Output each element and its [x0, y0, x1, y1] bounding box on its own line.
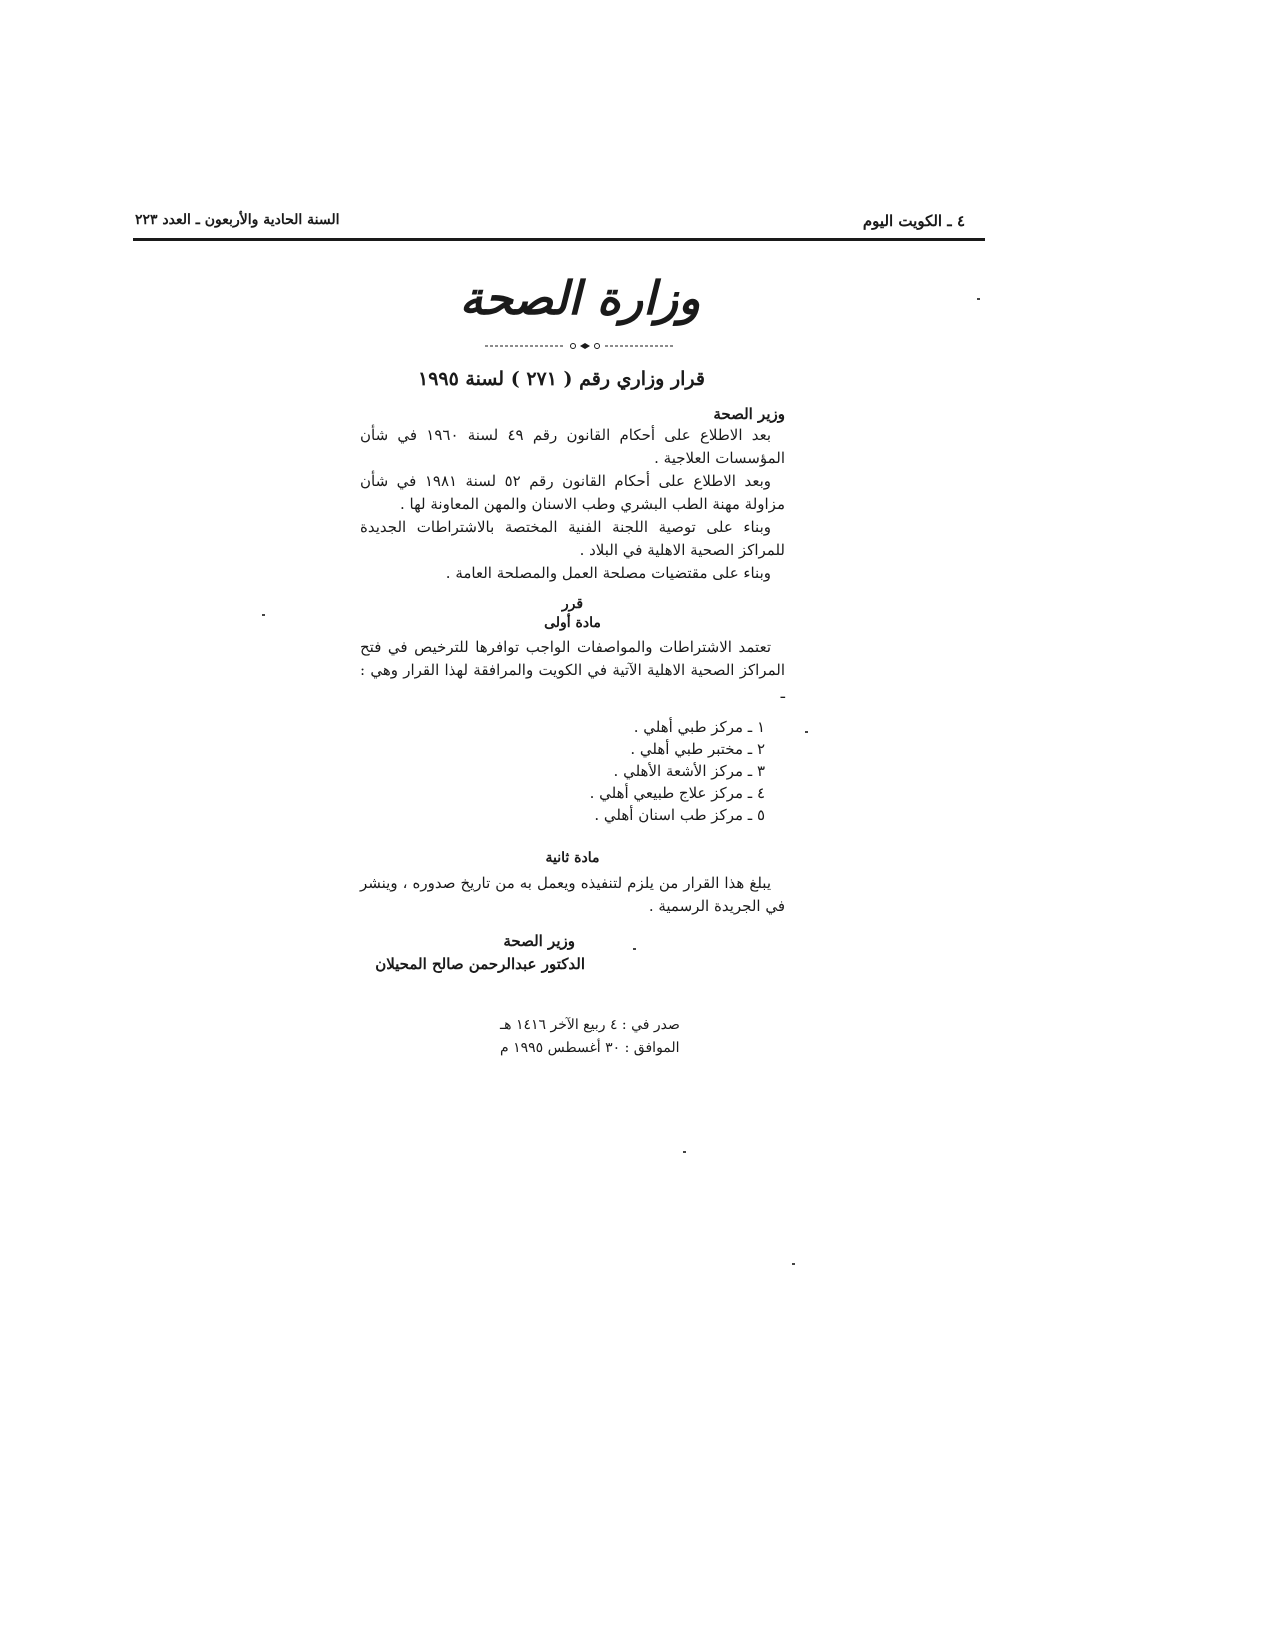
scan-speck	[683, 1151, 686, 1153]
signature-name: الدكتور عبدالرحمن صالح المحيلان	[375, 955, 585, 973]
preamble-line-4: وبناء على مقتضيات مصلحة العمل والمصلحة العامة .	[445, 564, 771, 582]
list-item: ٥ ـ مركز طب اسنان أهلي .	[594, 806, 765, 824]
header-rule	[133, 238, 985, 241]
header-issue-label: السنة الحادية والأربعون ـ العدد ٢٢٣	[135, 212, 340, 228]
article-2-title: مادة ثانية	[545, 850, 600, 866]
header-page-label: ٤ ـ الكويت اليوم	[862, 212, 965, 230]
article-1-text: تعتمد الاشتراطات والمواصفات الواجب توافرها للترخيص في فتح المراكز الصحية الاهلية الآتية في الكويت والمرافقة لهذا القرار وهي : ـ	[360, 638, 785, 702]
list-item: ١ ـ مركز طبي أهلي .	[633, 718, 765, 736]
list-item: ٢ ـ مختبر طبي أهلي .	[630, 740, 765, 758]
preamble-minister: وزير الصحة	[713, 405, 785, 423]
signature-title: وزير الصحة	[503, 932, 575, 950]
list-item: ٣ ـ مركز الأشعة الأهلي .	[613, 762, 765, 780]
article-1-title: مادة أولى	[544, 615, 601, 631]
decision-title: قرار وزاري رقم ( ٢٧١ ) لسنة ١٩٩٥	[417, 368, 705, 390]
list-item: ٤ ـ مركز علاج طبيعي أهلي .	[589, 784, 765, 802]
preamble-line-3: وبناء على توصية اللجنة الفنية المختصة بالاشتراطات الجديدة للمراكز الصحية الاهلية في البلاد .	[360, 518, 785, 559]
scan-speck	[792, 1263, 795, 1265]
ornament-divider	[485, 341, 675, 351]
preamble-line-2: وبعد الاطلاع على أحكام القانون رقم ٥٢ لسنة ١٩٨١ في شأن مزاولة مهنة الطب البشري وطب الاسنان والمهن المعاونة لها .	[360, 472, 785, 513]
scan-speck	[977, 298, 980, 300]
issue-date: صدر في : ٤ ربيع الآخر ١٤١٦ هـ	[500, 1017, 680, 1033]
scan-speck	[262, 614, 265, 616]
gregorian-date: الموافق : ٣٠ أغسطس ١٩٩٥ م	[500, 1040, 680, 1056]
decides-heading: قرر	[561, 596, 584, 612]
preamble-line-1: بعد الاطلاع على أحكام القانون رقم ٤٩ لسنة ١٩٦٠ في شأن المؤسسات العلاجية .	[360, 426, 785, 467]
scan-speck	[805, 731, 808, 733]
ministry-title: وزارة الصحة	[459, 271, 701, 325]
article-2-text: يبلغ هذا القرار من يلزم لتنفيذه ويعمل به من تاريخ صدوره ، وينشر في الجريدة الرسمية .	[360, 874, 785, 915]
scan-speck	[633, 948, 636, 950]
